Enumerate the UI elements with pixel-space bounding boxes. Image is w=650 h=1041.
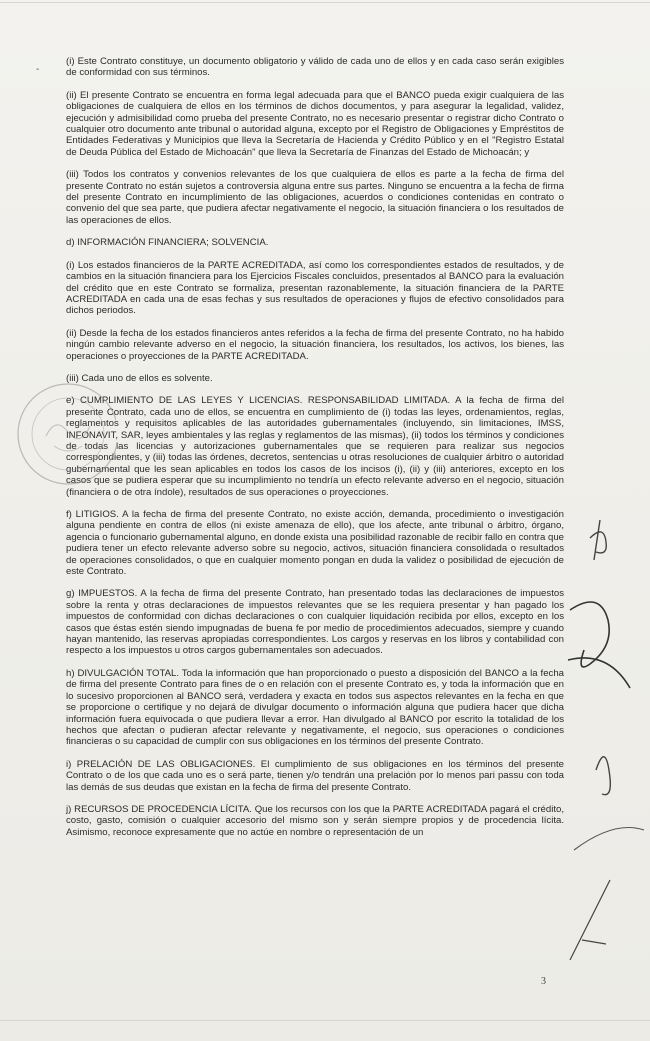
notary-seal (6, 376, 116, 486)
clause-c-iii: (iii) Todos los contratos y convenios relevantes de los que cualquiera de ellos es parte a la fecha de firma del presente Contrato no están sujetos a controversia alguna entre sus partes. Ninguno se encuentra a la fecha de firma del presente Contrato en incumplimiento de las obligaciones, acuerdos o condiciones contenidas en contrato o convenio del que sea parte, que pudiera afectar negativamente el negocio, la situación financiera o los resultados de las operaciones de ellos. (66, 169, 564, 226)
clause-i-priority: i) PRELACIÓN DE LAS OBLIGACIONES. El cumplimiento de sus obligaciones en los términos del presente Contrato o de los que cada uno es o será parte, tienen y/o tendrán una prelación por lo menos pari passu con toda las demás de sus deudas que existan en la fecha de firma del presente Contrato. (66, 758, 564, 793)
margin-signature (560, 500, 650, 990)
clause-d-iii: (iii) Cada uno de ellos es solvente. (66, 372, 213, 384)
clause-h-disclosure: h) DIVULGACIÓN TOTAL. Toda la información que han proporcionado o puesto a disposición del BANCO a la fecha de firma del presente Contrato para fines de o en relación con el presente Contrato es, y toda la información que en lo sucesivo proporcionen al BANCO será, verdadera y exacta en todos sus aspectos relevantes en la fecha en que se proporcione o certifique y no dejará de divulgar documento o información alguna que pudiera hacer que dicha información fuera equivocada o que pudiera llevar a error. Han divulgado al BANCO por escrito la totalidad de los hechos que afectan o pudieran afectar relevante y negativamente, el negocio, sus operaciones o condiciones financieras o su capacidad de cumplir con sus obligaciones en los términos del presente Contrato. (66, 667, 564, 748)
clause-c-i: (i) Este Contrato constituye, un documento obligatorio y válido de cada uno de ellos y en cada caso serán exigibles de conformidad con sus términos. (66, 56, 564, 79)
document-body (66, 56, 564, 849)
page-number: 3 (541, 976, 546, 987)
clause-c-ii: (ii) El presente Contrato se encuentra en forma legal adecuada para que el BANCO pueda exigir cualquiera de las obligaciones de cualquiera de ellos en los términos de dichos documentos, y para asegurar la legalidad, validez, ejecución y admisibilidad como prueba del presente Contrato, no es necesario presentar o registrar dicho Contrato o cualquier otro documento ante tribunal o autoridad alguna, excepto por el Registro de Obligaciones y Empréstitos de Entidades Federativas y Municipios que lleva la Secretaría de Hacienda y Crédito Público y en el "Registro Estatal de Deuda Pública del Estado de Michoacán" que lleva la Secretaría de Finanzas del Estado de Michoacán; y (66, 89, 564, 158)
scan-edge-line (0, 2, 650, 3)
clause-g-taxes: g) IMPUESTOS. A la fecha de firma del presente Contrato, han presentado todas las declaraciones de impuestos sobre la renta y otras declaraciones de impuestos relevantes que se les requiera presentar y han pagado los impuestos de conformidad con dichas declaraciones o con cualquier liquidación recibida por ellos, excepto en los casos que éstas estén siendo impugnadas de buena fe por medio de procedimientos adecuados, siempre y cuando hayan mantenido, las reservas apropiadas correspondientes. Los cargos y reservas en los libros y contabilidad con respecto a los impuestos u otros cargos gubernamentales son adecuados. (66, 588, 564, 657)
punch-mark: - (36, 64, 40, 75)
clause-d-i: (i) Los estados financieros de la PARTE ACREDITADA, así como los correspondientes estados de resultados, y de cambios en la situación financiera para los Ejercicios Fiscales concluidos, presentados al BANCO para la evaluación del crédito que en este Contrato se formaliza, presentan razonablemente, la situación financiera de la PARTE ACREDITADA en cada una de esas fechas y sus resultados de operaciones y flujos de efectivo consolidados para dichos periodos. (66, 259, 564, 317)
clause-f-litigation: f) LITIGIOS. A la fecha de firma del presente Contrato, no existe acción, demanda, procedimiento o investigación alguna pendiente en contra de ellos (ni existe amenaza de ello), que los afecte, ante tribunal o árbitro, órgano, agencia o funcionario gubernamental alguno, en donde exista una posibilidad razonable de recibir fallo en contra que pudiera tener un efecto relevante adverso sobre su negocio, activos, situación financiera consolidada o resultados de operaciones consolidados, o que en cualquier momento pongan en duda la validez o posibilidad de ejecución de este Contrato. (66, 509, 564, 578)
clause-d-ii: (ii) Desde la fecha de los estados financieros antes referidos a la fecha de firma del presente Contrato, no ha habido ningún cambio relevante adverso en el negocio, la situación financiera, los resultados, los activos, los bienes, las operaciones o proyecciones de la PARTE ACREDITADA. (66, 327, 564, 362)
section-heading-financial-info: d) INFORMACIÓN FINANCIERA; SOLVENCIA. (66, 237, 269, 249)
clause-j-licit-resources: j) RECURSOS DE PROCEDENCIA LÍCITA. Que los recursos con los que la PARTE ACREDITADA pagará el crédito, costo, gasto, comisión o cualquier accesorio del mismo son y serán siempre propios y de procedencia lícita. Asimismo, reconoce expresamente que no actúe en nombre o representación de un (66, 803, 564, 838)
clause-e-compliance: e) CUMPLIMIENTO DE LAS LEYES Y LICENCIAS. RESPONSABILIDAD LIMITADA. A la fecha de firma del presente Contrato, cada uno de ellos, se encuentra en cumplimiento de (i) todas las leyes, ordenamientos, reglas, reglamentos y requisitos aplicables de las autoridades gubernamentales (incluyendo, sin limitaciones, IMSS, INFONAVIT, SAR, leyes ambientales y las reglas y reglamentos de las mismas), (ii) todos los términos y condiciones de todas las licencias y autorizaciones gubernamentales que se requieren para realizar sus negocios correspondientes, y (iii) todas las órdenes, decretos, sentencias u otras resoluciones de cualquier árbitro o autoridad gubernamental que les sean aplicables en todos los casos de los incisos (i), (ii) y (iii) anteriores, excepto en los casos que se pudiera esperar que su incumplimiento no tendría un efecto relevante adverso en el negocio, situación (financiera o de otra índole), resultados de sus operaciones o proyecciones. (66, 395, 564, 498)
scan-edge-line (0, 1020, 650, 1021)
